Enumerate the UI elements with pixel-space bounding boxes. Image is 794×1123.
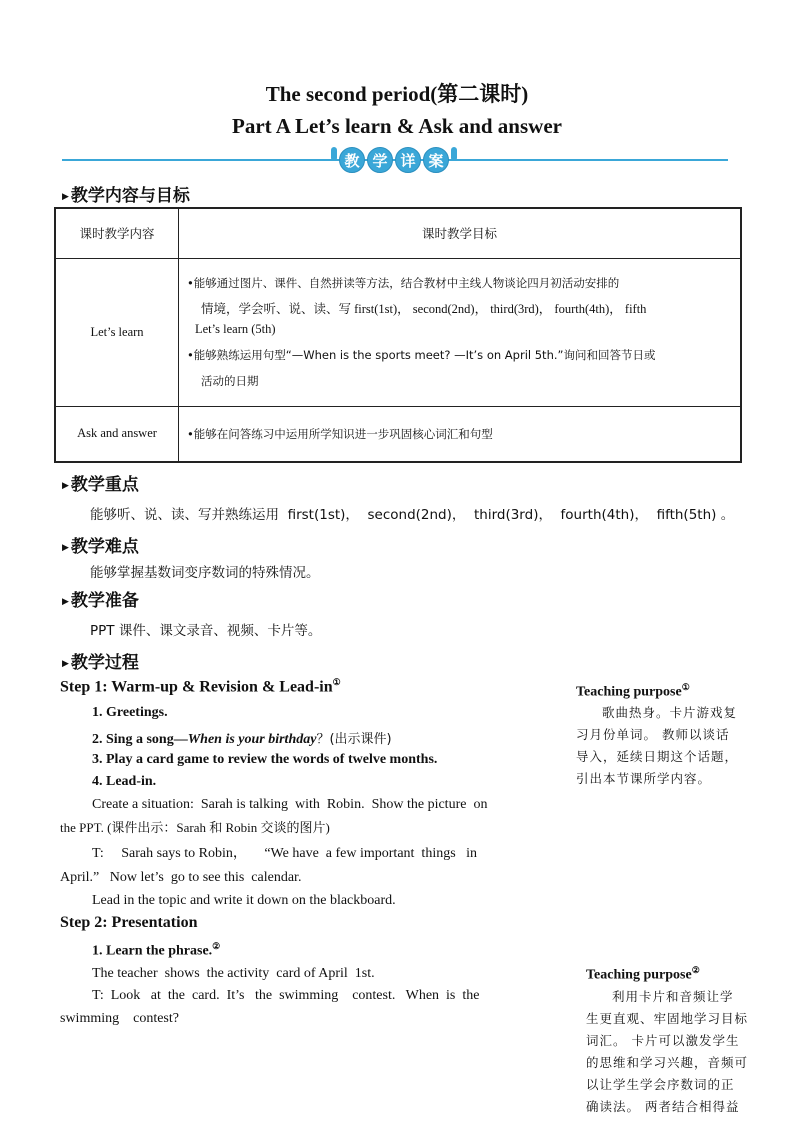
goal-line: 情境，学会听、说、读、写 first(1st)， second(2nd)， third(3rd)， fourth(4th)， fifth xyxy=(201,302,647,316)
section-heading-content-goals xyxy=(62,181,190,206)
difficulties-text: 能够掌握基数词变序数词的特殊情况。 xyxy=(90,565,320,581)
step1-item: 3. Play a card game to review the words of twelve months. xyxy=(92,752,438,767)
banner-cap-right xyxy=(451,147,457,161)
section-heading-text: 教学准备 xyxy=(70,591,139,611)
step2-title: Step 2: Presentation xyxy=(60,914,198,931)
section-heading-text: 教学过程 xyxy=(70,653,139,673)
item-text: 2. Sing a song— xyxy=(92,732,188,747)
item-text: 1. Learn the phrase. xyxy=(92,943,213,959)
step1-title-text: Step 1: Warm-up & Revision & Lead-in xyxy=(60,678,333,696)
triangle-bullet-icon: ▶ xyxy=(62,659,69,669)
side-note-body xyxy=(586,986,754,1118)
item-note: ？(出示课件) xyxy=(316,732,392,747)
paragraph-line: April.” Now let’s go to see this calendar. xyxy=(60,870,302,885)
section-heading-preparation xyxy=(62,586,139,611)
side-note-line: 以让学生学会序数词的正 xyxy=(586,1077,735,1092)
section-heading-difficulties xyxy=(62,532,139,557)
goals-table xyxy=(54,207,742,463)
section-heading-text: 教学重点 xyxy=(70,475,139,495)
banner-cap-left xyxy=(331,147,337,161)
table-cell-content: Let’s learn xyxy=(55,258,179,406)
step1-title xyxy=(60,677,341,696)
footnote-mark: ② xyxy=(212,941,221,951)
table-cell-goal: •能够在问答练习中运用所学知识进一步巩固核心词汇和句型 xyxy=(179,406,742,462)
step2-item xyxy=(92,941,220,960)
paragraph-line: Create a situation: Sarah is talking with Robin. Show the picture on xyxy=(92,797,488,812)
side-note-title xyxy=(586,965,700,984)
footnote-mark: ① xyxy=(332,677,341,687)
side-note-line: 词汇。 卡片可以激发学生 xyxy=(586,1033,740,1048)
banner-char: 详 xyxy=(395,147,421,173)
table-cell-content: Ask and answer xyxy=(55,406,179,462)
side-note-line: 习月份单词。 教师以谈话 xyxy=(576,727,730,742)
side-note-line: 确读法。 两者结合相得益 xyxy=(586,1099,740,1114)
side-note-line: 歌曲热身。卡片游戏复 xyxy=(602,705,738,720)
preparation-text: PPT 课件、课文录音、视频、卡片等。 xyxy=(90,623,322,639)
side-note-title xyxy=(576,682,690,701)
banner-char: 教 xyxy=(339,147,365,173)
paragraph-line: Lead in the topic and write it down on the blackboard. xyxy=(92,893,396,908)
paragraph-line: The teacher shows the activity card of April 1st. xyxy=(92,966,375,981)
side-note-title-text: Teaching purpose xyxy=(586,967,692,983)
triangle-bullet-icon: ▶ xyxy=(62,481,69,491)
page-title: The second period(第二课时) xyxy=(265,82,529,106)
paragraph-line: T: Sarah says to Robin， “We have a few important things in xyxy=(92,846,478,861)
table-cell-goal xyxy=(179,258,742,406)
side-note-body xyxy=(576,702,748,790)
song-title: When is your birthday xyxy=(187,732,317,747)
section-heading-text: 教学难点 xyxy=(70,537,139,557)
paragraph-line: swimming contest? xyxy=(60,1011,179,1026)
table-header-row xyxy=(55,208,741,258)
side-note-line: 引出本节课所学内容。 xyxy=(576,771,712,786)
footnote-mark: ① xyxy=(681,682,690,692)
section-heading-process xyxy=(62,648,139,673)
banner-char: 学 xyxy=(367,147,393,173)
step1-item: 1. Greetings. xyxy=(92,705,168,720)
side-note-title-text: Teaching purpose xyxy=(576,684,682,700)
triangle-bullet-icon: ▶ xyxy=(62,597,69,607)
side-note-line: 利用卡片和音频让学 xyxy=(612,989,734,1004)
paragraph-line: the PPT. (课件出示：Sarah 和 Robin 交谈的图片) xyxy=(60,820,330,835)
table-row xyxy=(55,258,741,406)
table-row xyxy=(55,406,741,462)
key-points-text: 能够听、说、读、写并熟练运用 first(1st)， second(2nd)， third(3rd)， fourth(4th)， fifth(5th) 。 xyxy=(90,507,735,523)
triangle-bullet-icon: ▶ xyxy=(62,192,69,202)
goal-line: •能够通过图片、课件、自然拼读等方法，结合教材中主线人物谈论四月初活动安排的 xyxy=(187,276,620,290)
goal-line: Let’s learn (5th) xyxy=(195,322,276,336)
side-note-line: 生更直观、牢固地学习目标 xyxy=(586,1011,749,1026)
step1-item xyxy=(92,728,392,748)
table-header-cell: 课时教学目标 xyxy=(179,208,742,258)
side-note-line: 的思维和学习兴趣，音频可 xyxy=(586,1055,749,1070)
table-header-cell: 课时教学内容 xyxy=(55,208,179,258)
triangle-bullet-icon: ▶ xyxy=(62,543,69,553)
goal-line: •能够熟练运用句型“—When is the sports meet? —It’s on April 5th.”询问和回答节日或 xyxy=(187,348,656,362)
side-note-line: 导入，延续日期这个话题， xyxy=(576,749,739,764)
page-subtitle: Part A Let’s learn & Ask and answer xyxy=(232,114,562,138)
footnote-mark: ② xyxy=(691,965,700,975)
step1-item: 4. Lead-in. xyxy=(92,774,157,789)
section-heading-key-points xyxy=(62,470,139,495)
section-heading-text: 教学内容与目标 xyxy=(70,186,190,206)
banner-char: 案 xyxy=(423,147,449,173)
goal-line: 活动的日期 xyxy=(201,374,259,388)
paragraph-line: T: Look at the card. It’s the swimming contest. When is the xyxy=(92,988,480,1003)
banner-badge xyxy=(340,147,448,173)
